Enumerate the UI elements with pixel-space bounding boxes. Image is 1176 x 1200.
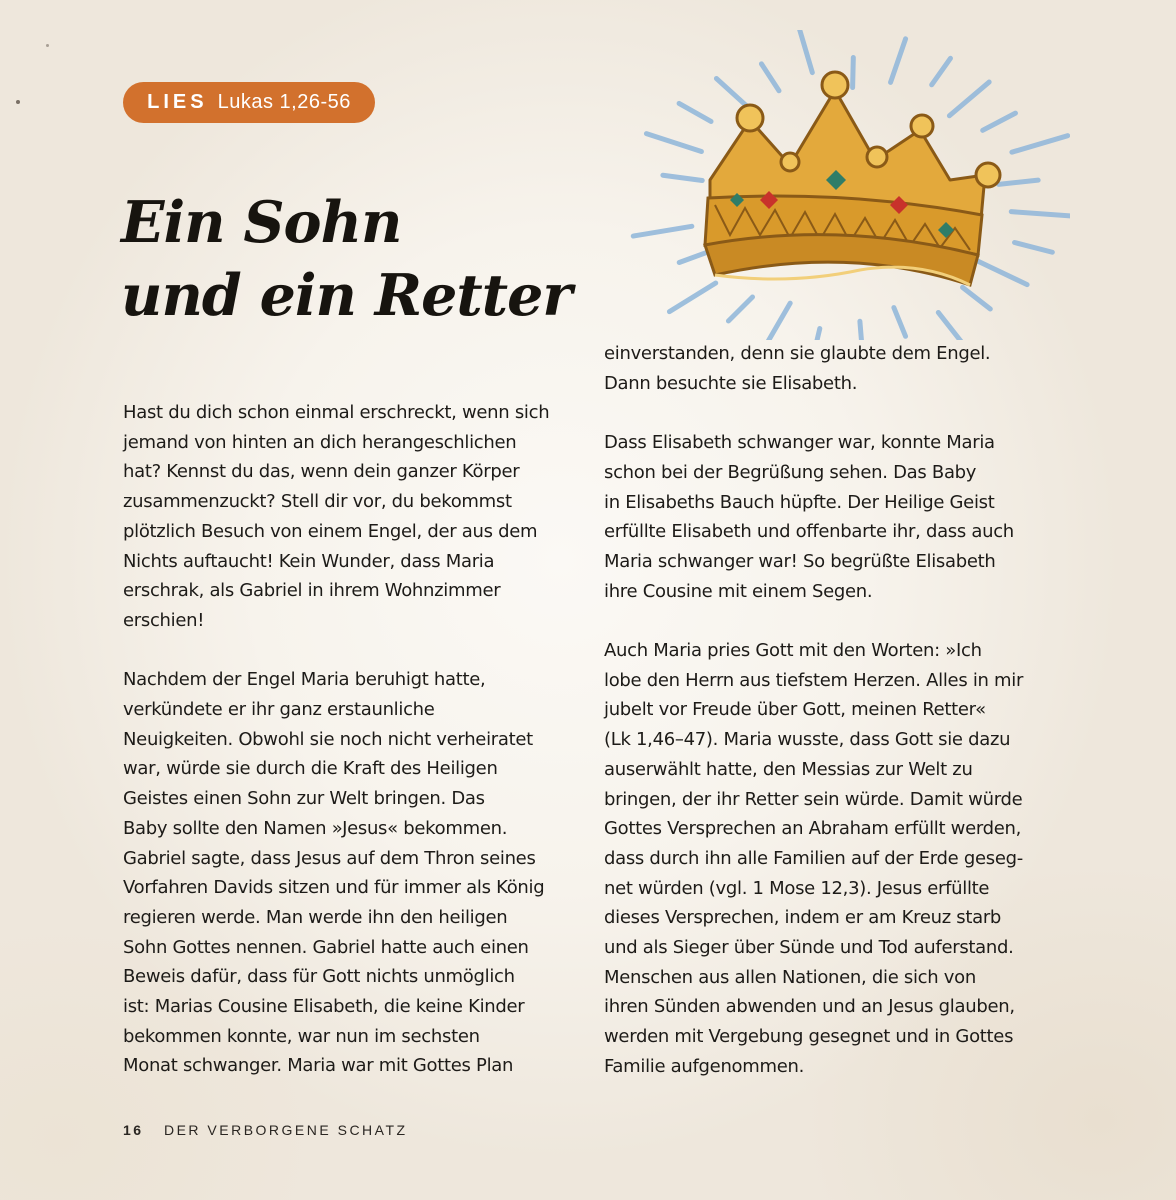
- text-line: auserwählt hatte, den Messias zur Welt zu: [604, 758, 973, 780]
- page-number: 16: [123, 1122, 144, 1138]
- text-line: Dass Elisabeth schwanger war, konnte Maria: [604, 432, 995, 454]
- crown-ray: [663, 175, 702, 180]
- text-line: Familie aufgenommen.: [604, 1055, 805, 1077]
- text-line: Hast du dich schon einmal erschreckt, wenn sich: [123, 402, 550, 423]
- bible-reference: Lukas 1,26-56: [217, 91, 351, 113]
- text-line: Baby sollte den Namen »Jesus« bekommen.: [123, 817, 508, 839]
- text-line: lobe den Herrn aus tiefstem Herzen. Alles in mir: [604, 669, 1024, 691]
- text-line: jemand von hinten an dich herangeschlichen: [123, 431, 517, 453]
- text-line: plötzlich Besuch von einem Engel, der aus dem: [123, 520, 538, 542]
- crown-ray: [949, 82, 989, 116]
- crown-ray: [932, 58, 951, 84]
- text-line: Neuigkeiten. Obwohl sie noch nicht verheiratet: [123, 728, 533, 750]
- text-line: Nachdem der Engel Maria beruhigt hatte,: [123, 669, 486, 691]
- crown-ray: [894, 308, 906, 337]
- text-line: einverstanden, denn sie glaubte dem Engel.: [604, 343, 991, 364]
- paper-speck: [46, 44, 49, 47]
- text-line: erschien!: [123, 609, 205, 631]
- text-line: hat? Kennst du das, wenn dein ganzer Körper: [123, 461, 520, 483]
- crown-ray: [1015, 242, 1053, 252]
- reading-badge: [123, 82, 375, 123]
- crown-ray: [977, 260, 1028, 284]
- text-line: erfüllte Elisabeth und offenbarte ihr, dass auch: [604, 521, 1014, 543]
- crown-ray: [766, 303, 790, 340]
- text-line: ihre Cousine mit einem Segen.: [604, 580, 873, 602]
- text-line: Nichts auftaucht! Kein Wunder, dass Maria: [123, 550, 495, 572]
- text-line: dieses Versprechen, indem er am Kreuz starb: [604, 907, 1002, 929]
- crown-ray: [860, 321, 864, 340]
- text-column-left: [123, 398, 568, 1081]
- crown-ray: [679, 103, 711, 121]
- crown-icon: [590, 30, 1070, 340]
- book-title: DER VERBORGENE SCHATZ: [163, 1122, 408, 1138]
- crown-ray: [633, 226, 692, 236]
- badge-label: LIES: [147, 91, 208, 113]
- text-line: net würden (vgl. 1 Mose 12,3). Jesus erfüllte: [604, 877, 990, 899]
- text-line: (Lk 1,46–47). Maria wusste, dass Gott sie dazu: [604, 729, 1011, 751]
- text-line: und als Sieger über Sünde und Tod auferstand.: [604, 937, 1014, 959]
- text-line: bringen, der ihr Retter sein würde. Damit würde: [604, 788, 1023, 810]
- text-line: Geistes einen Sohn zur Welt bringen. Das: [123, 788, 485, 810]
- text-line: Dann besuchte sie Elisabeth.: [604, 372, 858, 394]
- page-footer: [123, 1122, 408, 1138]
- text-line: regieren werde. Man werde ihn den heiligen: [123, 906, 508, 928]
- text-line: werden mit Vergebung gesegnet und in Gottes: [604, 1026, 1014, 1048]
- text-line: Gabriel sagte, dass Jesus auf dem Thron seines: [123, 847, 536, 869]
- crown-ray: [983, 113, 1016, 130]
- text-line: jubelt vor Freude über Gott, meinen Retter«: [604, 699, 986, 721]
- paragraph: [604, 428, 1049, 606]
- paragraph: [123, 398, 568, 636]
- paragraph: [604, 339, 1049, 398]
- text-line: Menschen aus allen Nationen, die sich von: [604, 966, 976, 988]
- text-line: Sohn Gottes nennen. Gabriel hatte auch einen: [123, 936, 529, 958]
- paragraph: [123, 665, 568, 1081]
- text-line: Auch Maria pries Gott mit den Worten: »Ich: [604, 640, 982, 661]
- paragraph: [604, 636, 1049, 1082]
- title-line-2: und ein Retter: [121, 262, 572, 329]
- crown-ray: [761, 64, 779, 91]
- text-line: ist: Marias Cousine Elisabeth, die keine Kinder: [123, 996, 525, 1018]
- text-line: zusammenzuckt? Stell dir vor, du bekommst: [123, 491, 512, 513]
- crown-ray: [669, 283, 715, 312]
- text-line: erschrak, als Gabriel in ihrem Wohnzimmer: [123, 580, 501, 602]
- crown-ray: [853, 58, 854, 88]
- page-title: [121, 186, 571, 332]
- text-line: war, würde sie durch die Kraft des Heiligen: [123, 758, 498, 780]
- text-line: bekommen konnte, war nun im sechsten: [123, 1025, 480, 1047]
- crown-ray: [1011, 212, 1070, 216]
- text-column-right: [604, 339, 1049, 1082]
- crown-ray: [799, 30, 812, 73]
- crown-ray: [646, 134, 701, 152]
- text-line: Maria schwanger war! So begrüßte Elisabeth: [604, 550, 996, 572]
- title-line-1: Ein Sohn: [121, 189, 402, 256]
- text-line: in Elisabeths Bauch hüpfte. Der Heilige Geist: [604, 491, 995, 513]
- crown-ray: [728, 297, 752, 321]
- text-line: Beweis dafür, dass für Gott nichts unmöglich: [123, 966, 515, 988]
- text-line: Vorfahren Davids sitzen und für immer als König: [123, 877, 545, 899]
- crown-ray: [1012, 136, 1068, 152]
- text-line: Monat schwanger. Maria war mit Gottes Plan: [123, 1055, 514, 1077]
- text-line: ihren Sünden abwenden und an Jesus glauben,: [604, 996, 1015, 1018]
- crown-ray: [999, 180, 1039, 184]
- crown-ray: [938, 312, 968, 340]
- text-line: Gottes Versprechen an Abraham erfüllt werden,: [604, 818, 1022, 840]
- text-line: dass durch ihn alle Familien auf der Erde geseg-: [604, 847, 1023, 869]
- text-line: verkündete er ihr ganz erstaunliche: [123, 699, 435, 721]
- crown-ray: [963, 287, 991, 309]
- text-line: schon bei der Begrüßung sehen. Das Baby: [604, 461, 977, 483]
- paper-speck: [16, 100, 20, 104]
- crown-ray: [891, 39, 906, 83]
